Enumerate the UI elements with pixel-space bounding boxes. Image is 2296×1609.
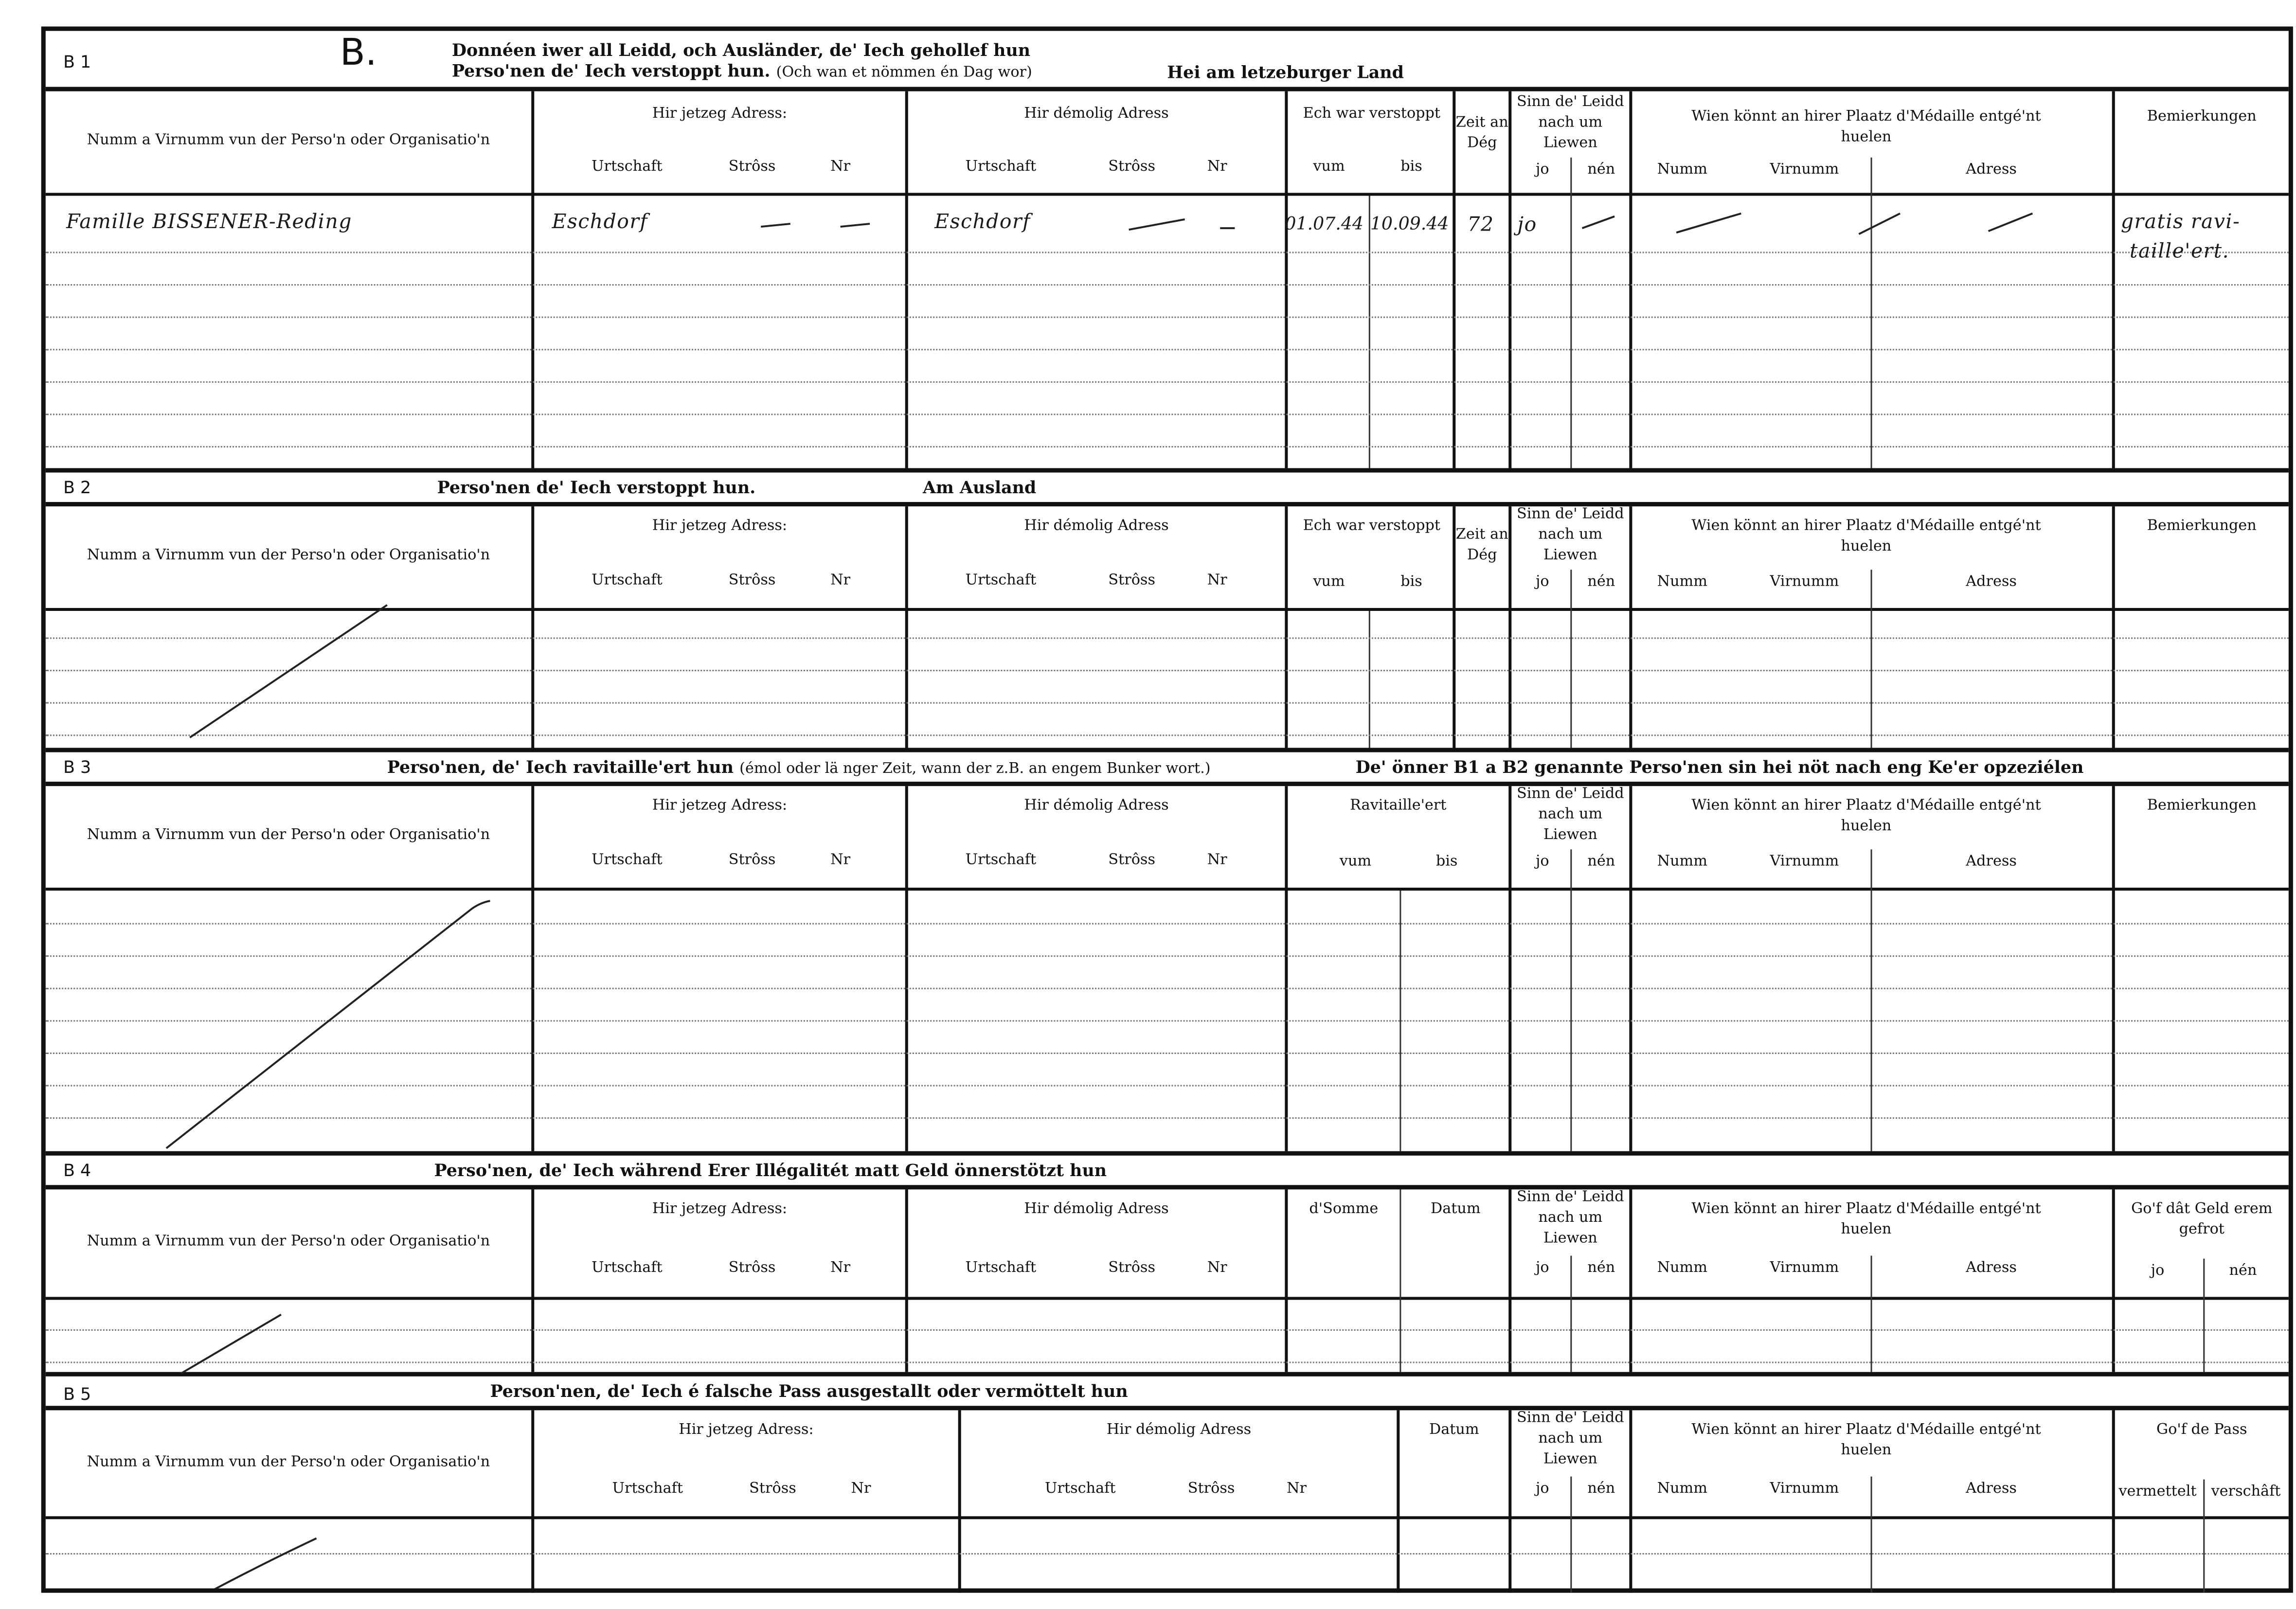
col-vermettelt: vermettelt bbox=[2118, 1484, 2197, 1501]
col-alive-header: Sinn de' Leidd nach um Liewen bbox=[1516, 1410, 1624, 1468]
col-current-address-header: Hir jetzeg Adress: bbox=[652, 1201, 788, 1217]
col-urtschaft: Urtschaft bbox=[592, 852, 663, 869]
col-urtschaft: Urtschaft bbox=[965, 1260, 1037, 1276]
col-former-address-header: Hir démolig Adress bbox=[1106, 1422, 1252, 1438]
col-stross: Strôss bbox=[1108, 159, 1156, 176]
col-remarks-header: Bemierkungen bbox=[2147, 108, 2257, 125]
col-nen: nén bbox=[1587, 574, 1615, 590]
col-nen: nén bbox=[1587, 1481, 1615, 1497]
entry-current-town: Eschdorf bbox=[552, 210, 648, 234]
col-nr: Nr bbox=[1207, 1260, 1227, 1276]
col-urtschaft: Urtschaft bbox=[965, 572, 1037, 589]
col-virnumm: Virnumm bbox=[1770, 1260, 1839, 1276]
col-alive-header: Sinn de' Leidd nach um Liewen bbox=[1516, 1189, 1624, 1247]
col-former-address-header: Hir démolig Adress bbox=[1024, 798, 1169, 814]
col-nr: Nr bbox=[1207, 852, 1227, 869]
col-virnumm: Virnumm bbox=[1770, 161, 1839, 179]
col-name-header: Numm a Virnumm vun der Perso'n oder Organisatio'n bbox=[87, 132, 490, 149]
col-current-address-header: Hir jetzeg Adress: bbox=[652, 106, 788, 123]
col-current-address-header: Hir jetzeg Adress: bbox=[652, 518, 788, 535]
col-nr: Nr bbox=[830, 159, 851, 176]
entry-alive: jo bbox=[1517, 213, 1537, 237]
form-letter: B. bbox=[340, 31, 377, 74]
col-urtschaft: Urtschaft bbox=[1045, 1481, 1116, 1497]
col-stross: Strôss bbox=[728, 159, 776, 176]
col-hidden-header: Ech war verstoppt bbox=[1303, 106, 1441, 123]
col-medal-header: Wien könnt an hirer Plaatz d'Médaille entgé'nt huelen bbox=[1691, 518, 2041, 555]
section-title-tail: Am Ausland bbox=[923, 477, 1037, 498]
col-adress: Adress bbox=[1966, 854, 2017, 870]
col-stross: Strôss bbox=[1187, 1481, 1235, 1497]
col-current-address-header: Hir jetzeg Adress: bbox=[679, 1422, 814, 1438]
section-code: B 1 bbox=[63, 51, 91, 72]
col-nr: Nr bbox=[830, 852, 851, 869]
section-code: B 5 bbox=[63, 1383, 91, 1405]
entry-name: Famille BISSENER-Reding bbox=[66, 210, 352, 234]
entry-remark-line2: taille'ert. bbox=[2130, 240, 2230, 264]
col-virnumm: Virnumm bbox=[1770, 854, 1839, 870]
col-former-address-header: Hir démolig Adress bbox=[1024, 1201, 1169, 1217]
col-numm: Numm bbox=[1657, 161, 1707, 179]
entry-remark-line1: gratis ravi- bbox=[2120, 210, 2241, 234]
col-medal-header: Wien könnt an hirer Plaatz d'Médaille entgé'nt huelen bbox=[1691, 1201, 2041, 1238]
section-title: Perso'nen, de' Iech während Erer Illégalitét matt Geld önnerstötzt hun bbox=[434, 1160, 1107, 1181]
col-numm: Numm bbox=[1657, 854, 1707, 870]
col-stross: Strôss bbox=[1108, 852, 1156, 869]
col-days-header: Zeit an Dég bbox=[1455, 115, 1508, 152]
col-ravitailleert-header: Ravitaille'ert bbox=[1350, 798, 1447, 814]
col-virnumm: Virnumm bbox=[1770, 574, 1839, 590]
col-datum-header: Datum bbox=[1430, 1201, 1481, 1217]
entry-days: 72 bbox=[1467, 213, 1494, 237]
col-alive-header: Sinn de' Leidd nach um Liewen bbox=[1516, 786, 1624, 844]
col-urtschaft: Urtschaft bbox=[592, 572, 663, 589]
col-jo: jo bbox=[1536, 1260, 1549, 1276]
col-gof-pass-header: Go'f de Pass bbox=[2156, 1422, 2247, 1438]
col-nr: Nr bbox=[1207, 159, 1227, 176]
col-jo: jo bbox=[1536, 1481, 1549, 1497]
section-title: Perso'nen de' Iech verstoppt hun. bbox=[437, 477, 756, 498]
col-stross: Strôss bbox=[728, 1260, 776, 1276]
section-title-tail: Hei am letzeburger Land bbox=[1167, 62, 1404, 83]
col-jo: jo bbox=[2151, 1263, 2165, 1280]
col-medal-header: Wien könnt an hirer Plaatz d'Médaille entgé'nt huelen bbox=[1691, 1422, 2041, 1459]
col-name-header: Numm a Virnumm vun der Perso'n oder Organisatio'n bbox=[87, 827, 490, 844]
col-urtschaft: Urtschaft bbox=[592, 1260, 663, 1276]
col-stross: Strôss bbox=[749, 1481, 796, 1497]
col-nr: Nr bbox=[830, 1260, 851, 1276]
col-urtschaft: Urtschaft bbox=[592, 159, 663, 176]
section-code: B 2 bbox=[63, 477, 91, 498]
col-former-address-header: Hir démolig Adress bbox=[1024, 518, 1169, 535]
col-virnumm: Virnumm bbox=[1770, 1481, 1839, 1497]
col-nr: Nr bbox=[830, 572, 851, 589]
pen-strike-marks bbox=[46, 31, 2289, 1589]
col-remarks-header: Bemierkungen bbox=[2147, 798, 2257, 814]
col-jo: jo bbox=[1536, 574, 1549, 590]
col-nen: nén bbox=[1587, 161, 1615, 179]
col-adress: Adress bbox=[1966, 1260, 2017, 1276]
col-hidden-header: Ech war verstoppt bbox=[1303, 518, 1441, 535]
col-vum: vum bbox=[1313, 574, 1345, 590]
col-urtschaft: Urtschaft bbox=[965, 852, 1037, 869]
col-bis: bis bbox=[1435, 854, 1458, 870]
col-days-header: Zeit an Dég bbox=[1455, 527, 1508, 564]
col-adress: Adress bbox=[1966, 161, 2017, 179]
col-verschaft: verschâft bbox=[2211, 1484, 2281, 1501]
col-name-header: Numm a Virnumm vun der Perso'n oder Organisatio'n bbox=[87, 1234, 490, 1250]
section-title-line2: Perso'nen de' Iech verstoppt hun. (Och wan et nömmen én Dag wor) bbox=[451, 60, 1032, 81]
col-nen: nén bbox=[1587, 854, 1615, 870]
col-current-address-header: Hir jetzeg Adress: bbox=[652, 798, 788, 814]
col-urtschaft: Urtschaft bbox=[612, 1481, 683, 1497]
col-nen: nén bbox=[1587, 1260, 1615, 1276]
section-title: Perso'nen, de' Iech ravitaille'ert hun (émol oder lä nger Zeit, wann der z.B. an engem Bunker wort.) bbox=[387, 756, 1211, 777]
col-numm: Numm bbox=[1657, 1481, 1707, 1497]
section-title: Person'nen, de' Iech é falsche Pass ausgestallt oder vermöttelt hun bbox=[490, 1380, 1128, 1402]
col-somme-header: d'Somme bbox=[1309, 1201, 1379, 1217]
col-name-header: Numm a Virnumm vun der Perso'n oder Organisatio'n bbox=[87, 547, 490, 564]
col-name-header: Numm a Virnumm vun der Perso'n oder Organisatio'n bbox=[87, 1454, 490, 1471]
col-nr: Nr bbox=[851, 1481, 871, 1497]
col-alive-header: Sinn de' Leidd nach um Liewen bbox=[1516, 94, 1624, 152]
col-gof-geld-header: Go'f dât Geld erem gefrot bbox=[2131, 1201, 2273, 1238]
col-nen: nén bbox=[2229, 1263, 2257, 1280]
col-stross: Strôss bbox=[1108, 572, 1156, 589]
entry-former-town: Eschdorf bbox=[934, 210, 1031, 234]
section-title-line1: Donnéen iwer all Leidd, och Ausländer, de' Iech gehollef hun bbox=[451, 39, 1031, 61]
col-numm: Numm bbox=[1657, 1260, 1707, 1276]
col-remarks-header: Bemierkungen bbox=[2147, 518, 2257, 535]
col-vum: vum bbox=[1313, 159, 1345, 176]
col-former-address-header: Hir démolig Adress bbox=[1024, 106, 1169, 123]
col-alive-header: Sinn de' Leidd nach um Liewen bbox=[1516, 506, 1624, 564]
col-stross: Strôss bbox=[728, 852, 776, 869]
entry-from: 01.07.44 bbox=[1285, 213, 1364, 234]
col-bis: bis bbox=[1400, 159, 1422, 176]
col-stross: Strôss bbox=[1108, 1260, 1156, 1276]
col-numm: Numm bbox=[1657, 574, 1707, 590]
section-title-tail: De' önner B1 a B2 genannte Perso'nen sin hei nöt nach eng Ke'er opzeziélen bbox=[1355, 756, 2084, 777]
entry-to: 10.09.44 bbox=[1370, 213, 1449, 234]
col-medal-header: Wien könnt an hirer Plaatz d'Médaille entgé'nt huelen bbox=[1691, 798, 2041, 835]
col-stross: Strôss bbox=[728, 572, 776, 589]
col-nr: Nr bbox=[1287, 1481, 1307, 1497]
col-bis: bis bbox=[1400, 574, 1422, 590]
section-code: B 3 bbox=[63, 756, 91, 777]
col-jo: jo bbox=[1536, 854, 1549, 870]
section-code: B 4 bbox=[63, 1160, 91, 1181]
col-nr: Nr bbox=[1207, 572, 1227, 589]
col-jo: jo bbox=[1536, 161, 1549, 179]
col-urtschaft: Urtschaft bbox=[965, 159, 1037, 176]
col-adress: Adress bbox=[1966, 1481, 2017, 1497]
col-adress: Adress bbox=[1966, 574, 2017, 590]
col-medal-header: Wien könnt an hirer Plaatz d'Médaille entgé'nt huelen bbox=[1691, 108, 2041, 146]
col-datum-header: Datum bbox=[1429, 1422, 1479, 1438]
col-vum: vum bbox=[1339, 854, 1372, 870]
form-sheet-b bbox=[41, 26, 2293, 1592]
